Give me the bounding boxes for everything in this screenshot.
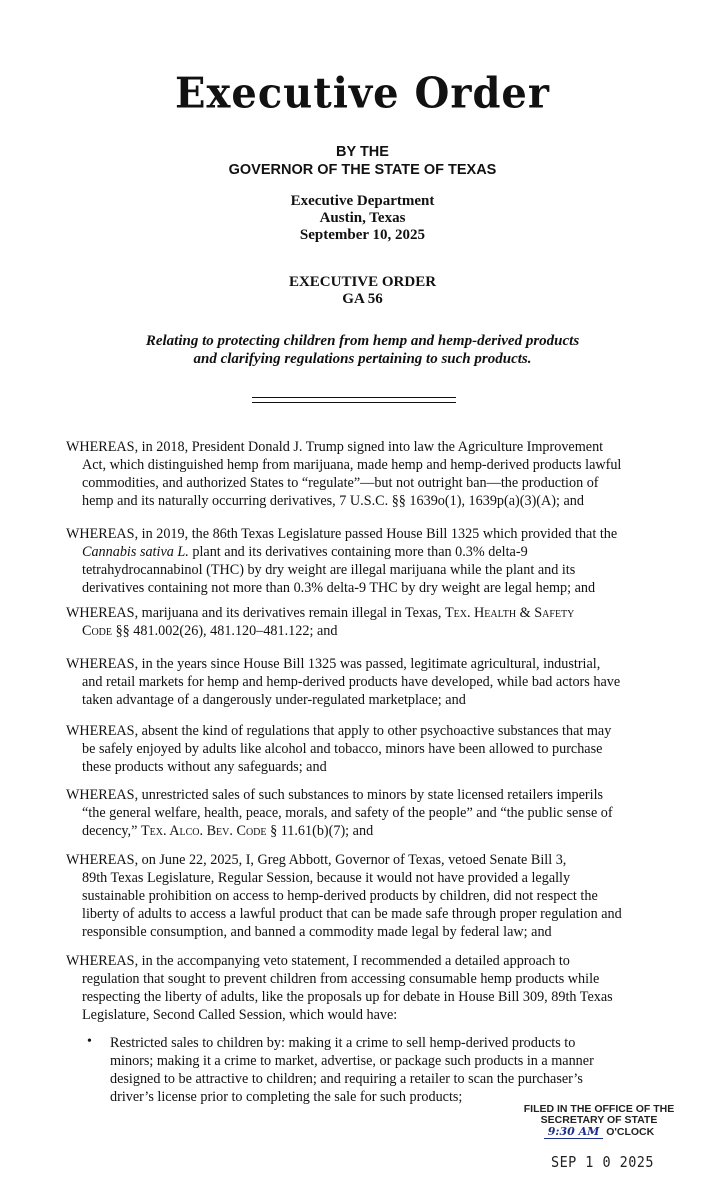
order-number: GA 56: [342, 291, 383, 307]
whereas-paragraph-6: [66, 786, 676, 840]
by-line: BY THE: [336, 144, 389, 160]
paragraph-line: and retail markets for hemp and hemp-derived products have developed, while bad actors have: [82, 674, 621, 690]
paragraph-line: Act, which distinguished hemp from marijuana, made hemp and hemp-derived products lawful: [82, 457, 622, 473]
paragraph-line: WHEREAS, unrestricted sales of such substances to minors by state licensed retailers imperils: [66, 787, 604, 803]
department-location: Austin, Texas: [319, 210, 406, 226]
paragraph-line: sustainable prohibition on access to hemp-derived products by children, did not respect the: [82, 888, 598, 904]
whereas-paragraph-3: [66, 604, 676, 640]
stamp-handwritten-time: 9:30 AM: [544, 1125, 604, 1139]
paragraph-line: Legislature, Second Called Session, which would have:: [82, 1007, 398, 1023]
statute-citation: Tex. Alco. Bev. Code: [140, 823, 267, 839]
statute-citation: Tex. Health & Safety: [444, 605, 575, 621]
paragraph-text: plant and its derivatives containing more than 0.3% delta-9: [188, 544, 528, 560]
issuer-heading: [0, 143, 725, 179]
stamp-time-line: [510, 1126, 688, 1138]
paragraph-line: be safely enjoyed by adults like alcohol and tobacco, minors have been allowed to purchase: [82, 741, 603, 757]
stamp-oclock: O'CLOCK: [606, 1126, 655, 1138]
paragraph-line: these products without any safeguards; and: [82, 759, 327, 775]
divider-rule: [252, 402, 456, 403]
whereas-paragraph-4: [66, 655, 676, 709]
whereas-paragraph-5: [66, 722, 676, 776]
paragraph-line: tetrahydrocannabinol (THC) by dry weight are illegal marijuana while the plant and its: [82, 562, 576, 578]
whereas-paragraph-7: [66, 851, 676, 941]
stamp-date: SEP 1 0 2025: [551, 1153, 654, 1171]
paragraph-line: “the general welfare, health, peace, morals, and safety of the people” and “the public sense of: [82, 805, 613, 821]
order-number-block: [0, 274, 725, 308]
paragraph-line: [66, 622, 676, 640]
paragraph-line: hemp and its naturally occurring derivatives, 7 U.S.C. §§ 1639o(1), 1639p(a)(3)(A); and: [82, 493, 584, 509]
paragraph-text: §§ 481.002(26), 481.120–481.122; and: [112, 623, 338, 639]
order-date: September 10, 2025: [299, 227, 426, 243]
order-label: EXECUTIVE ORDER: [288, 274, 437, 290]
whereas-paragraph-2: [66, 525, 676, 597]
paragraph-line: responsible consumption, and banned a commodity made legal by federal law; and: [82, 924, 552, 940]
subject-line-1: Relating to protecting children from hemp and hemp-derived products: [145, 333, 580, 349]
paragraph-text: decency,”: [82, 823, 141, 839]
bullet-line: driver’s license prior to completing the sale for such products;: [110, 1089, 463, 1105]
statute-citation: Code: [82, 623, 113, 639]
bullet-line: designed to be attractive to children; and requiring a retailer to scan the purchaser’s: [110, 1071, 583, 1087]
order-subject: [0, 332, 725, 368]
paragraph-text: § 11.61(b)(7); and: [266, 823, 374, 839]
species-name: Cannabis sativa L.: [82, 544, 189, 560]
paragraph-line: WHEREAS, in the accompanying veto statement, I recommended a detailed approach to: [66, 953, 570, 969]
paragraph-line: WHEREAS, in the years since House Bill 1325 was passed, legitimate agricultural, industrial,: [66, 656, 601, 672]
paragraph-line: [66, 604, 676, 622]
paragraph-line: WHEREAS, on June 22, 2025, I, Greg Abbott, Governor of Texas, vetoed Senate Bill 3,: [66, 852, 567, 868]
paragraph-line: commodities, and authorized States to “regulate”—but not outright ban—the production of: [82, 475, 599, 491]
department-block: [0, 193, 725, 244]
paragraph-line: WHEREAS, absent the kind of regulations that apply to other psychoactive substances that may: [66, 723, 612, 739]
whereas-paragraph-1: [66, 438, 676, 510]
paragraph-line: WHEREAS, in 2018, President Donald J. Trump signed into law the Agriculture Improvement: [66, 439, 604, 455]
bullet-item-1: [110, 1034, 690, 1106]
paragraph-line: derivatives containing not more than 0.3% delta-9 THC by dry weight are legal hemp; and: [82, 580, 596, 596]
paragraph-line: respecting the liberty of adults, like the proposals up for debate in House Bill 309, 89th Texas: [82, 989, 613, 1005]
paragraph-line: 89th Texas Legislature, Regular Session, because it would not have provided a legally: [82, 870, 571, 886]
divider-rule: [252, 397, 456, 398]
bullet-line: Restricted sales to children by: making it a crime to sell hemp-derived products to: [110, 1035, 576, 1051]
whereas-paragraph-8: [66, 952, 676, 1024]
paragraph-line: regulation that sought to prevent children from accessing consumable hemp products while: [82, 971, 600, 987]
document-title: Executive Order: [175, 68, 550, 119]
paragraph-line: [66, 822, 676, 840]
filing-stamp: [510, 1104, 688, 1138]
stamp-line-2: SECRETARY OF STATE: [540, 1114, 658, 1126]
paragraph-line: WHEREAS, in 2019, the 86th Texas Legislature passed House Bill 1325 which provided that the: [66, 526, 618, 542]
bullet-marker: •: [87, 1034, 92, 1049]
paragraph-line: liberty of adults to access a lawful product that can be made safe through proper regulation and: [82, 906, 622, 922]
department-name: Executive Department: [290, 193, 435, 209]
bullet-line: minors; making it a crime to market, advertise, or package such products in a manner: [110, 1053, 594, 1069]
paragraph-line: [66, 543, 676, 561]
paragraph-line: taken advantage of a dangerously under-regulated marketplace; and: [82, 692, 466, 708]
governor-line: GOVERNOR OF THE STATE OF TEXAS: [228, 162, 497, 178]
stamp-line-1: FILED IN THE OFFICE OF THE: [523, 1103, 675, 1115]
subject-line-2: and clarifying regulations pertaining to such products.: [193, 351, 532, 367]
paragraph-text: WHEREAS, marijuana and its derivatives remain illegal in Texas,: [66, 605, 445, 621]
